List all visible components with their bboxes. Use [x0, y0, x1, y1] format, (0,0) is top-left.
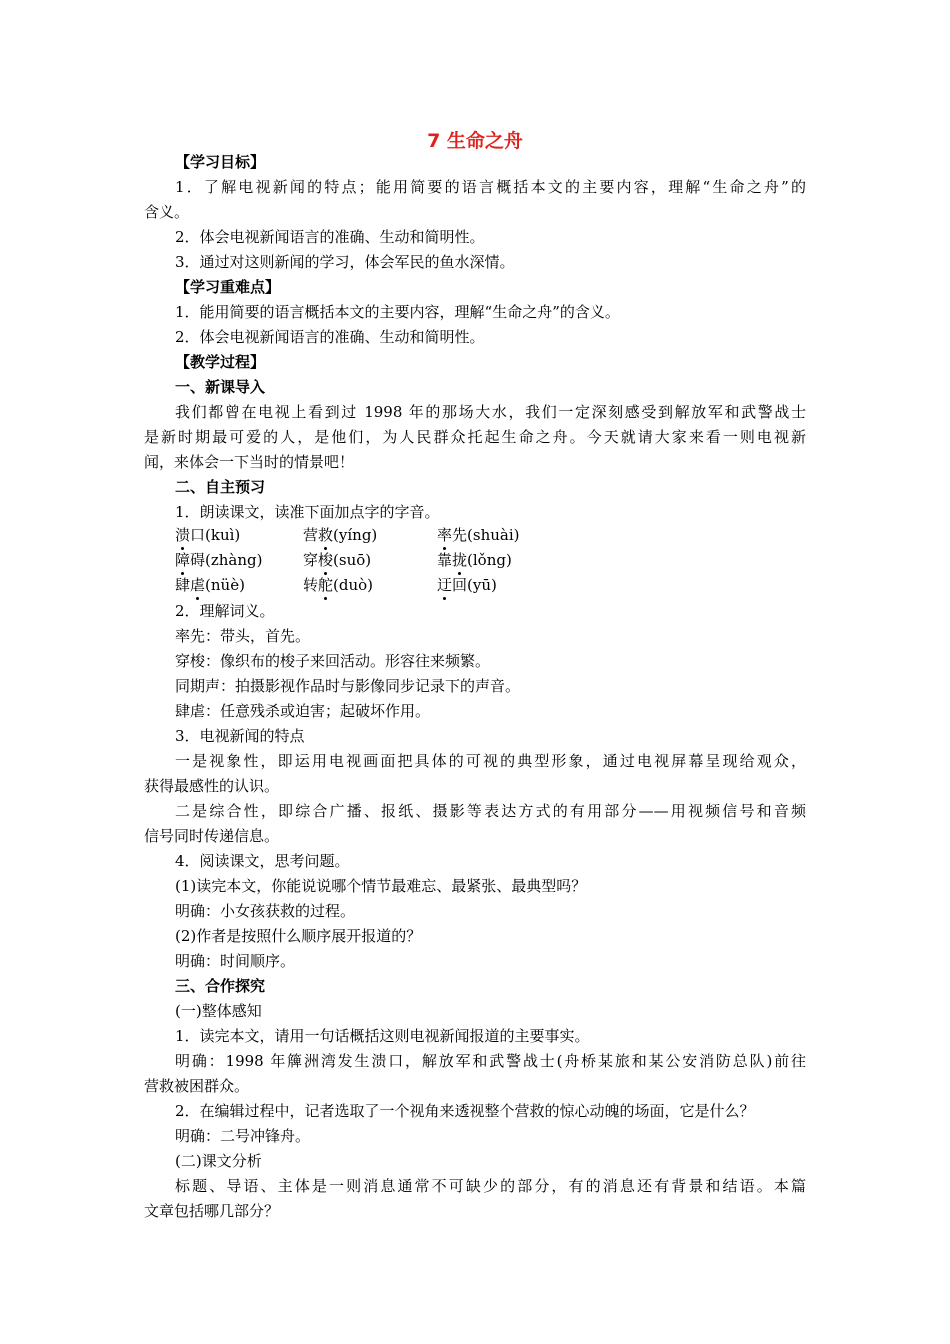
- explore-question-2: 2．在编辑过程中，记者选取了一个视角来透视整个营救的惊心动魄的场面，它是什么？: [175, 1102, 755, 1120]
- section-heading-process: 【教学过程】: [175, 353, 266, 371]
- answer-1: 明确：小女孩获救的过程。: [175, 902, 356, 920]
- preview-item-3: 3．电视新闻的特点: [175, 727, 305, 745]
- goal-2: 2．体会电视新闻语言的准确、生动和简明性。: [175, 228, 485, 246]
- intro-line-2: 是新时期最可爱的人，是他们，为人民群众托起生命之舟。今天就请大家来看一则电视新: [144, 428, 806, 446]
- goal-3: 3．通过对这则新闻的学习，体会军民的鱼水深情。: [175, 253, 515, 271]
- feature-2-line-1: 二是综合性，即综合广播、报纸、摄影等表达方式的有用部分——用视频信号和音频: [175, 802, 806, 820]
- heading-explore: 三、合作探究: [175, 977, 266, 995]
- explore-question-1: 1．读完本文，请用一句话概括这则电视新闻报道的主要事实。: [175, 1027, 590, 1045]
- intro-line-3: 闻，来体会一下当时的情景吧！: [144, 453, 355, 471]
- feature-1-line-2: 获得最感性的认识。: [144, 777, 280, 795]
- page-title: 7 生命之舟: [427, 130, 523, 152]
- preview-item-2: 2．理解词义。: [175, 602, 275, 620]
- goal-1-line-2: 含义。: [144, 203, 190, 221]
- section-heading-key-points: 【学习重难点】: [175, 278, 281, 296]
- section-heading-goals: 【学习目标】: [175, 153, 266, 171]
- pronunciation-word: 肆虐(nüè): [175, 576, 245, 594]
- pronunciation-word: 穿梭(suō): [303, 551, 372, 569]
- question-1: (1)读完本文，你能说说哪个情节最难忘、最紧张、最典型吗？: [175, 877, 587, 895]
- preview-item-1: 1．朗读课文，读准下面加点字的字音。: [175, 503, 440, 521]
- key-point-2: 2．体会电视新闻语言的准确、生动和简明性。: [175, 328, 485, 346]
- goal-1-line-1: 1．了解电视新闻的特点；能用简要的语言概括本文的主要内容，理解“生命之舟”的: [175, 178, 806, 196]
- feature-1-line-1: 一是视象性，即运用电视画面把具体的可视的典型形象，通过电视屏幕呈现给观众，: [175, 752, 806, 770]
- pronunciation-word: 率先(shuài): [437, 526, 520, 544]
- definition-4: 肆虐：任意残杀或迫害；起破坏作用。: [175, 702, 431, 720]
- feature-2-line-2: 信号同时传递信息。: [144, 827, 280, 845]
- pronunciation-word: 溃口(kuì): [175, 526, 241, 544]
- explore-answer-2: 明确：二号冲锋舟。: [175, 1127, 311, 1145]
- definition-1: 率先：带头，首先。: [175, 627, 311, 645]
- pronunciation-word: 障碍(zhàng): [175, 551, 263, 569]
- pronunciation-word: 转舵(duò): [303, 576, 374, 594]
- explore-answer-1-line-2: 营救被困群众。: [144, 1077, 250, 1095]
- intro-line-1: 我们都曾在电视上看到过 1998 年的那场大水，我们一定深刻感受到解放军和武警战士: [175, 403, 806, 421]
- heading-intro: 一、新课导入: [175, 378, 266, 396]
- key-point-1: 1．能用简要的语言概括本文的主要内容，理解“生命之舟”的含义。: [175, 303, 620, 321]
- definition-2: 穿梭：像织布的梭子来回活动。形容往来频繁。: [175, 652, 491, 670]
- explore-answer-1-line-1: 明确：1998 年簰洲湾发生溃口，解放军和武警战士(舟桥某旅和某公安消防总队)前往: [175, 1052, 806, 1070]
- pronunciation-word: 迂回(yū): [437, 576, 497, 594]
- heading-preview: 二、自主预习: [175, 478, 266, 496]
- pronunciation-word: 靠拢(lǒng): [437, 551, 512, 569]
- question-2: (2)作者是按照什么顺序展开报道的？: [175, 927, 422, 945]
- analysis-line-1: 标题、导语、主体是一则消息通常不可缺少的部分，有的消息还有背景和结语。本篇: [175, 1177, 806, 1195]
- pronunciation-word: 营救(yíng): [303, 526, 378, 544]
- subheading-overall: (一)整体感知: [175, 1002, 262, 1020]
- definition-3: 同期声：拍摄影视作品时与影像同步记录下的声音。: [175, 677, 521, 695]
- subheading-analysis: (二)课文分析: [175, 1152, 262, 1170]
- preview-item-4: 4．阅读课文，思考问题。: [175, 852, 350, 870]
- analysis-line-2: 文章包括哪几部分？: [144, 1202, 280, 1220]
- answer-2: 明确：时间顺序。: [175, 952, 296, 970]
